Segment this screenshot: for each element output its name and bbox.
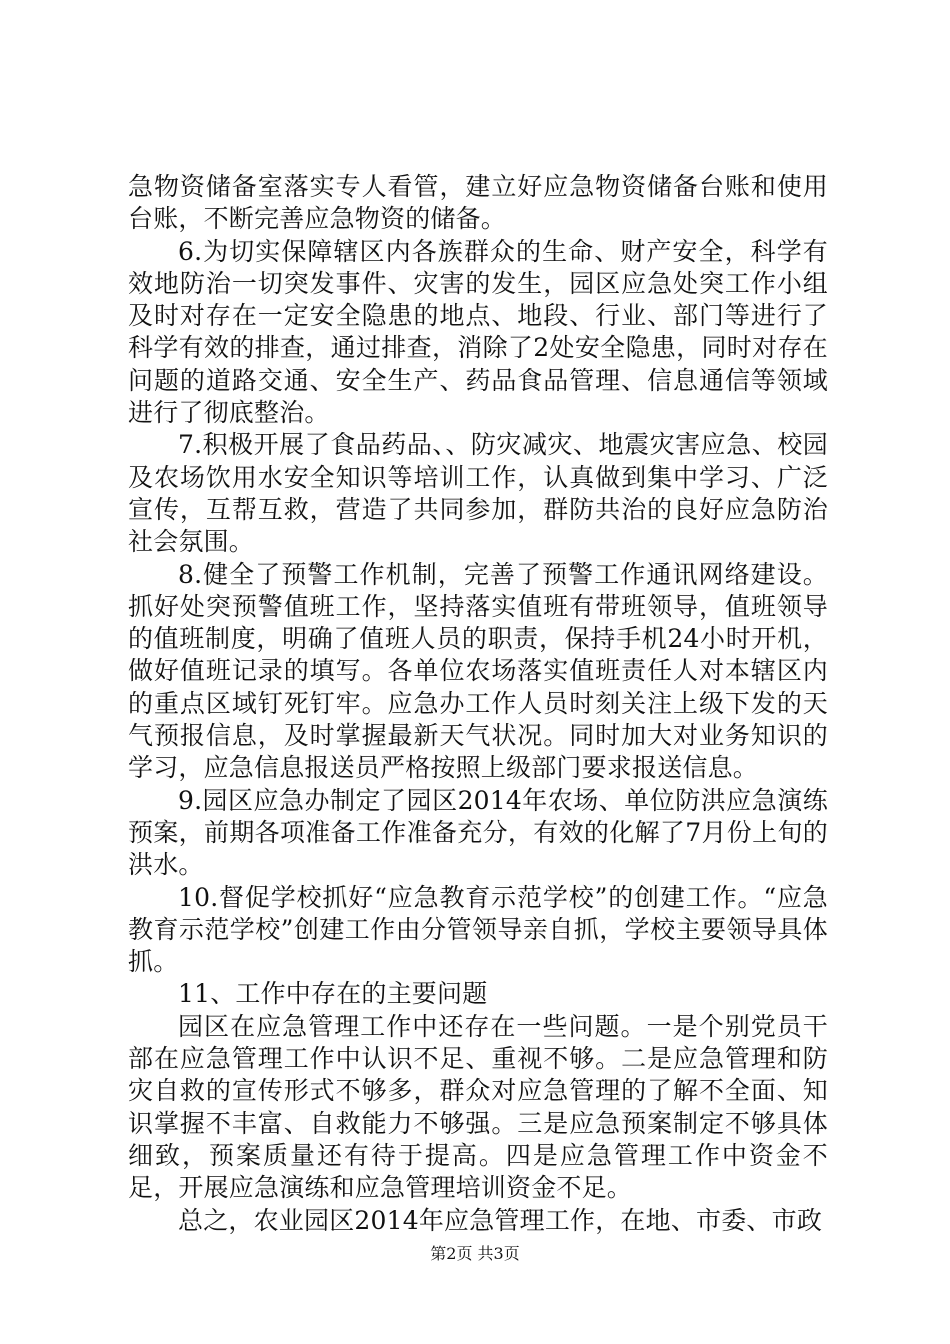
paragraph-problems: 园区在应急管理工作中还存在一些问题。一是个别党员干部在应急管理工作中认识不足、重视不够。二是应急管理和防灾自救的宣传形式不够多，群众对应急管理的了解不全面、知识掌握不丰富、自救能力不够强。三是应急预案制定不够具体细致，预案质量还有待于提高。四是应急管理工作中资金不足，开展应急演练和应急管理培训资金不足。	[128, 1011, 828, 1203]
paragraph-item-7: 7.积极开展了食品药品、、防灾减灾、地震灾害应急、校园及农场饮用水安全知识等培训工作，认真做到集中学习、广泛宣传，互帮互救，营造了共同参加，群防共治的良好应急防治社会氛围。	[128, 430, 828, 557]
paragraph-continued: 急物资储备室落实专人看管，建立好应急物资储备台账和使用台账，不断完善应急物资的储备。	[128, 172, 828, 234]
paragraph-summary: 总之，农业园区2014年应急管理工作，在地、市委、市政	[178, 1205, 823, 1235]
paragraph-item-8: 8.健全了预警工作机制，完善了预警工作通讯网络建设。抓好处突预警值班工作，坚持落实值班有带班领导，值班领导的值班制度，明确了值班人员的职责，保持手机24小时开机，做好值班记录的填写。各单位农场落实值班责任人对本辖区内的重点区域钉死钉牢。应急办工作人员时刻关注上级下发的天气预报信息，及时掌握最新天气状况。同时加大对业务知识的学习，应急信息报送员严格按照上级部门要求报送信息。	[128, 559, 828, 783]
paragraph-item-9: 9.园区应急办制定了园区2014年农场、单位防洪应急演练预案，前期各项准备工作准备充分，有效的化解了7月份上旬的洪水。	[128, 785, 828, 880]
section-heading-problems: 11、工作中存在的主要问题	[178, 979, 488, 1009]
paragraph-item-6: 6.为切实保障辖区内各族群众的生命、财产安全，科学有效地防治一切突发事件、灾害的发生，园区应急处突工作小组及时对存在一定安全隐患的地点、地段、行业、部门等进行了科学有效的排查，通过排查，消除了2处安全隐患，同时对存在问题的道路交通、安全生产、药品食品管理、信息通信等领域进行了彻底整治。	[128, 236, 828, 428]
page-footer: 第2页 共3页	[430, 1244, 520, 1263]
document-body	[128, 171, 828, 1237]
paragraph-item-10: 10.督促学校抓好“应急教育示范学校”的创建工作。“应急教育示范学校”创建工作由分管领导亲自抓，学校主要领导具体抓。	[128, 882, 828, 977]
